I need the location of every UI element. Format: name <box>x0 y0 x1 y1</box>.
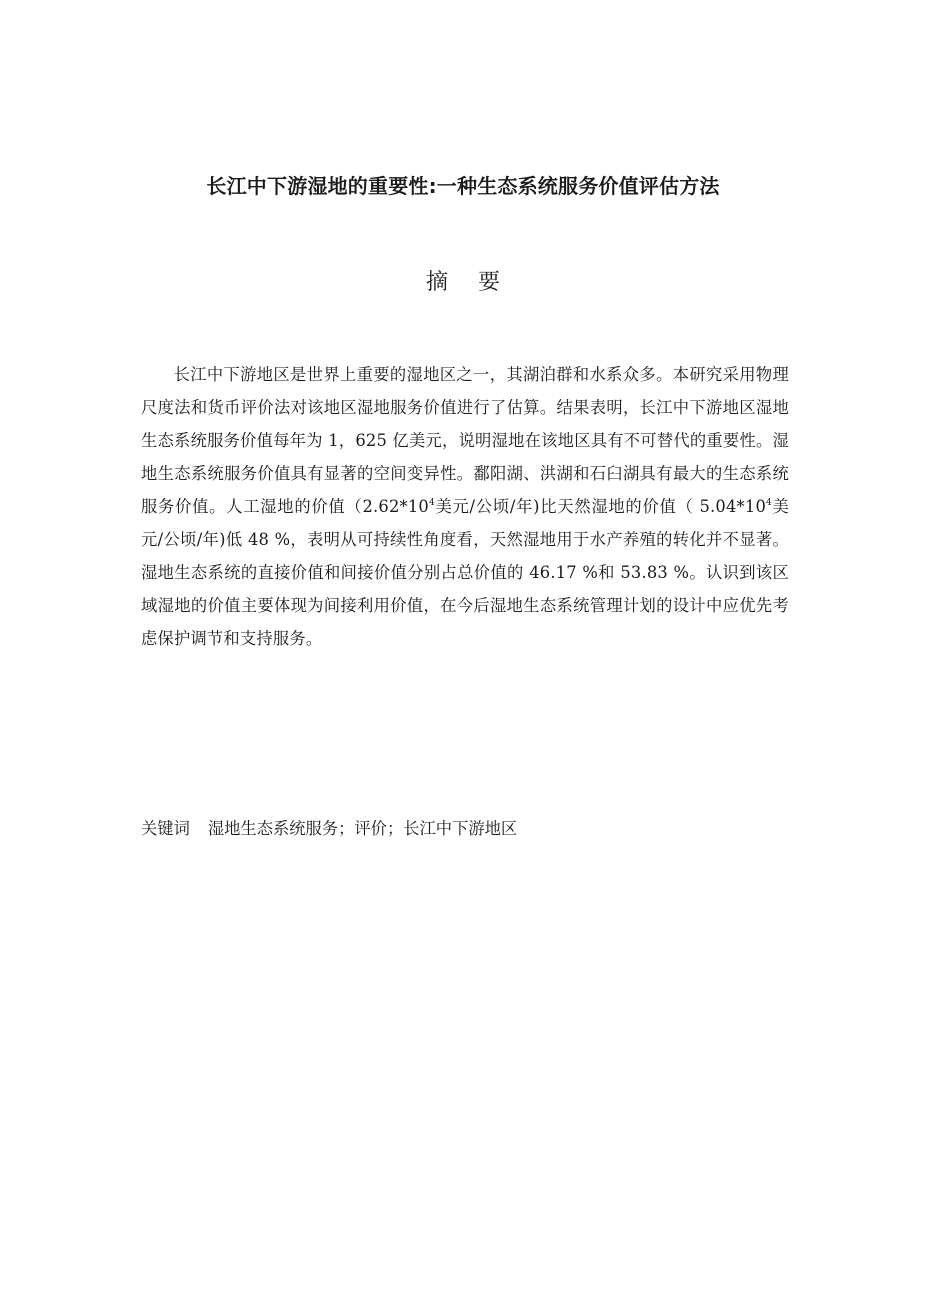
exponent-1: 4 <box>428 498 435 508</box>
exponent-2: 4 <box>766 498 772 508</box>
abstract-paragraph <box>141 358 789 655</box>
abstract-heading: 摘要 <box>425 270 530 295</box>
keywords-label: 关键词 <box>141 819 190 838</box>
abstract-text-part3: 美元/公顷/年)低 48 %，表明从可持续性角度看，天然湿地用于水产养殖的转化并不显著。湿地生态系统的直接价值和间接价值分别占总价值的 46.17 %和 53.83 %。认识到该区域湿地的价值主要体现为间接利用价值，在今后湿地生态系统管理计划的设计中应优先考虑保护调节和支持服务。 <box>141 497 789 648</box>
abstract-text-part1: 长江中下游地区是世界上重要的湿地区之一，其湖泊群和水系众多。本研究采用物理尺度法和货币评价法对该地区湿地服务价值进行了估算。结果表明，长江中下游地区湿地生态系统服务价值每年为 1，625 亿美元，说明湿地在该地区具有不可替代的重要性。湿地生态系统服务价值具有显著的空间变异性。鄱阳湖、洪湖和石臼湖具有最大的生态系统服务价值。人工湿地的价值（2.62*10 <box>141 365 789 516</box>
keywords-value: 湿地生态系统服务；评价；长江中下游地区 <box>207 819 518 838</box>
document-title: 长江中下游湿地的重要性:一种生态系统服务价值评估方法 <box>206 174 720 198</box>
keywords-line <box>141 814 789 844</box>
abstract-text-part2: 美元/公顷/年)比天然湿地的价值（ 5.04*10 <box>434 497 767 516</box>
